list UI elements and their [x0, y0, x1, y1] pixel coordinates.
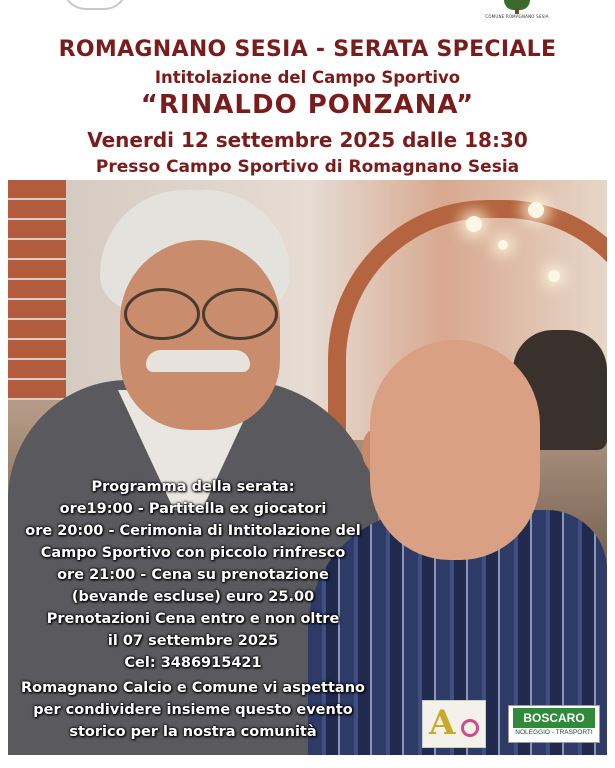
program-line: per condividere insieme questo evento: [33, 702, 353, 718]
event-place: Presso Campo Sportivo di Romagnano Sesia: [95, 157, 520, 177]
sponsor-subtitle: NOLEGGIO - TRASPORTI: [515, 729, 593, 736]
program-line: ore 20:00 - Cerimonia di Intitolazione del: [25, 523, 361, 539]
program-line: Prenotazioni Cena entro e non oltre: [46, 611, 340, 627]
header: [0, 0, 615, 180]
ring-icon: [461, 719, 479, 737]
sponsor-name: BOSCARO: [513, 708, 595, 728]
contact-phone: Cel: 3486915421: [124, 655, 262, 671]
lamp-light: [498, 240, 508, 250]
lamp-light: [548, 270, 560, 282]
sponsor-logo-boscaro: [508, 705, 600, 743]
logo-caption: COMUNE ROMAGNANO SESIA: [485, 14, 549, 19]
mustache: [146, 350, 250, 372]
program-line: ore19:00 - Partitella ex giocatori: [59, 501, 327, 517]
honoree-name: “RINALDO PONZANA”: [140, 90, 475, 120]
sponsor-letter: A: [429, 703, 456, 743]
event-date: Venerdi 12 settembre 2025 dalle 18:30: [87, 128, 528, 152]
glasses-icon: [116, 288, 278, 340]
comune-logo: [482, 0, 552, 20]
event-subtitle: Intitolazione del Campo Sportivo: [154, 68, 461, 87]
lamp-light: [466, 216, 482, 232]
program-heading: Programma della serata:: [91, 479, 295, 495]
program-line: il 07 settembre 2025: [107, 633, 279, 649]
lamp-light: [528, 202, 544, 218]
sponsor-logo-a: [422, 700, 486, 748]
program-line: storico per la nostra comunità: [69, 724, 317, 740]
brick-pillar: [8, 180, 66, 400]
logo-left: [62, 0, 128, 10]
man-right-head: [370, 340, 540, 560]
event-title: ROMAGNANO SESIA - SERATA SPECIALE: [58, 37, 557, 62]
program-line: Campo Sportivo con piccolo rinfresco: [40, 545, 346, 561]
program-line: Romagnano Calcio e Comune vi aspettano: [21, 680, 365, 696]
program-line: ore 21:00 - Cena su prenotazione: [57, 567, 329, 583]
program-line: (bevande escluse) euro 25.00: [71, 589, 315, 605]
